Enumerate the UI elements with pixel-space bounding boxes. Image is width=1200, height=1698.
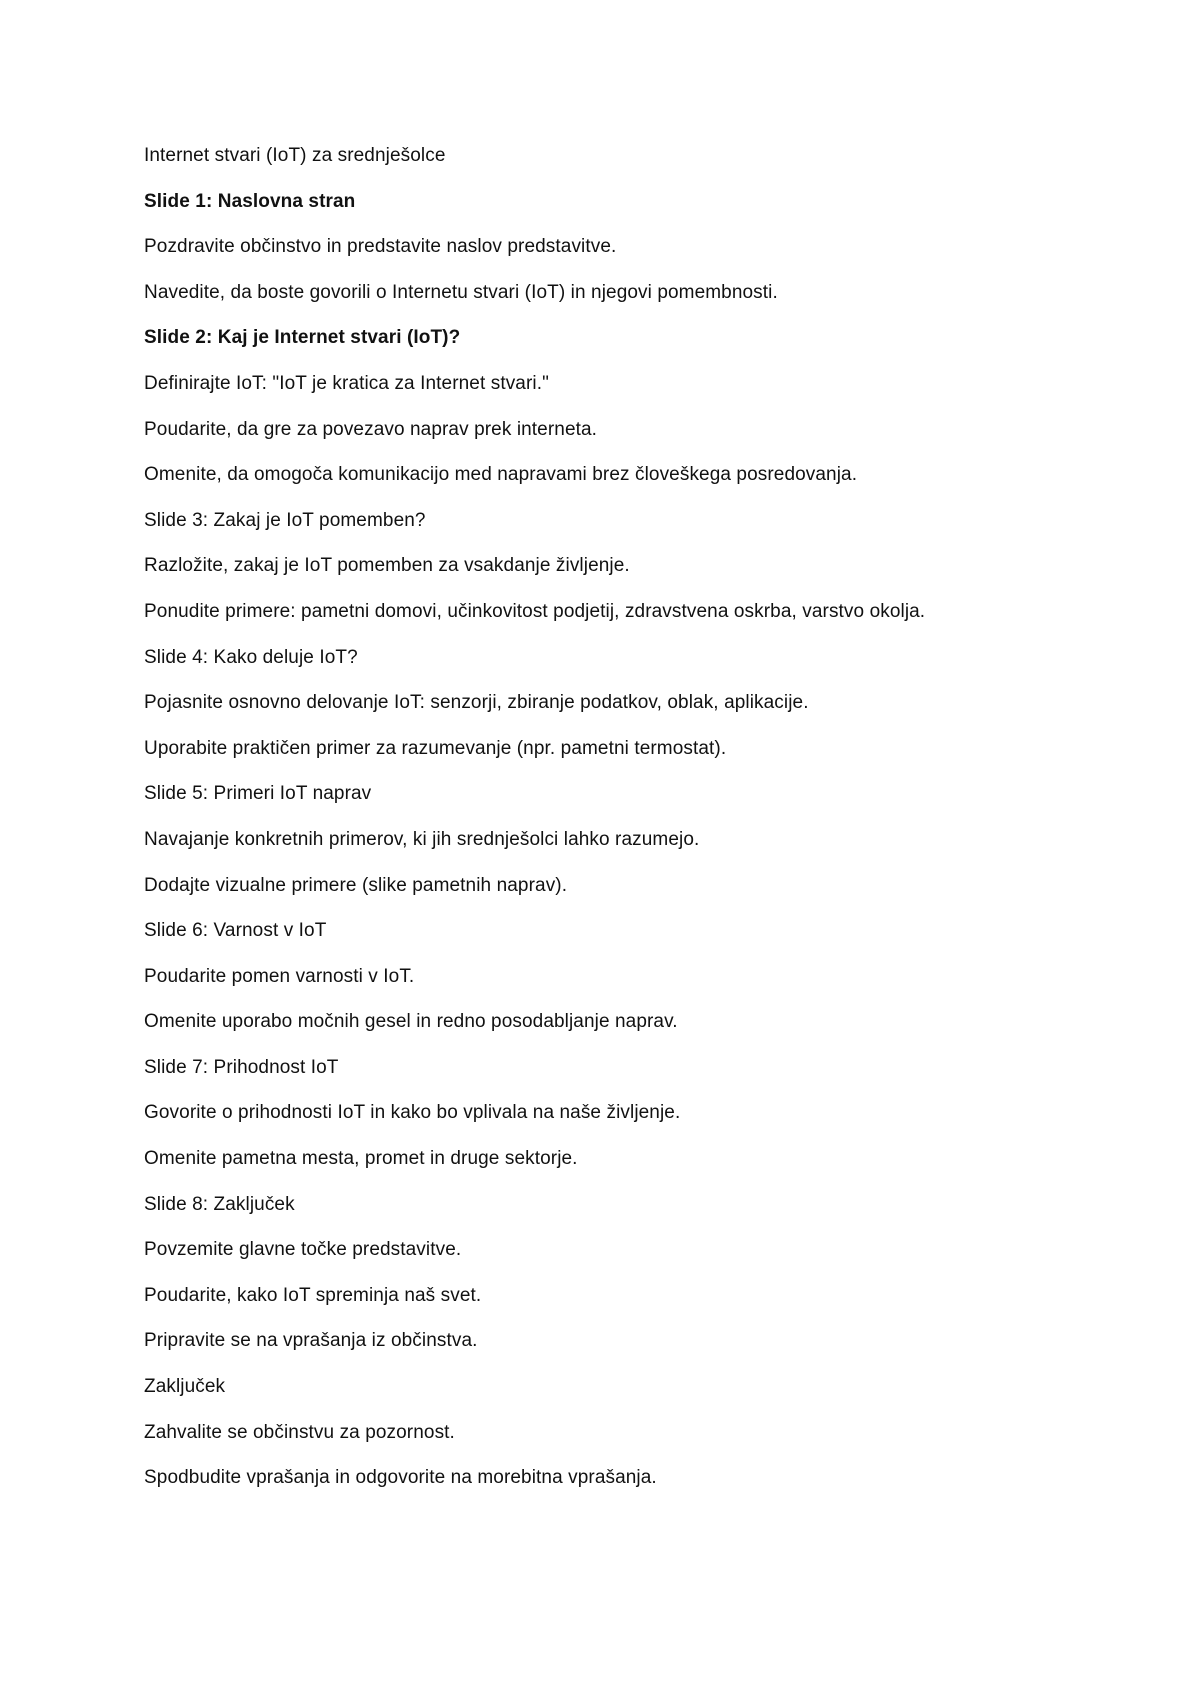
paragraph: Zahvalite se občinstvu za pozornost. bbox=[144, 1421, 455, 1443]
paragraph: Pojasnite osnovno delovanje IoT: senzorji, zbiranje podatkov, oblak, aplikacije. bbox=[144, 692, 809, 714]
document-body bbox=[144, 143, 1084, 1511]
paragraph: Uporabite praktičen primer za razumevanje (npr. pametni termostat). bbox=[144, 737, 727, 759]
paragraph: Navedite, da boste govorili o Internetu stvari (IoT) in njegovi pomembnosti. bbox=[144, 281, 778, 303]
slide-heading: Slide 6: Varnost v IoT bbox=[144, 920, 327, 942]
paragraph: Poudarite pomen varnosti v IoT. bbox=[144, 965, 415, 987]
slide-heading: Slide 7: Prihodnost IoT bbox=[144, 1056, 339, 1078]
paragraph: Povzemite glavne točke predstavitve. bbox=[144, 1239, 462, 1261]
paragraph: Definirajte IoT: "IoT je kratica za Internet stvari." bbox=[144, 372, 549, 394]
slide-heading: Slide 8: Zaključek bbox=[144, 1193, 295, 1215]
paragraph: Razložite, zakaj je IoT pomemben za vsakdanje življenje. bbox=[144, 555, 630, 577]
paragraph: Spodbudite vprašanja in odgovorite na morebitna vprašanja. bbox=[144, 1467, 657, 1489]
slide-heading: Slide 5: Primeri IoT naprav bbox=[144, 783, 372, 805]
slide-heading: Slide 3: Zakaj je IoT pomemben? bbox=[144, 509, 426, 531]
paragraph: Navajanje konkretnih primerov, ki jih srednješolci lahko razumejo. bbox=[144, 828, 700, 850]
slide-heading: Slide 1: Naslovna stran bbox=[144, 190, 356, 212]
paragraph: Dodajte vizualne primere (slike pametnih naprav). bbox=[144, 874, 568, 896]
section-heading: Zaključek bbox=[144, 1376, 226, 1398]
slide-heading: Slide 4: Kako deluje IoT? bbox=[144, 646, 358, 668]
paragraph: Omenite pametna mesta, promet in druge sektorje. bbox=[144, 1148, 578, 1170]
paragraph: Poudarite, kako IoT spreminja naš svet. bbox=[144, 1284, 482, 1306]
paragraph: Poudarite, da gre za povezavo naprav prek interneta. bbox=[144, 418, 598, 440]
paragraph: Ponudite primere: pametni domovi, učinkovitost podjetij, zdravstvena oskrba, varstvo okolja. bbox=[144, 600, 926, 622]
paragraph: Pripravite se na vprašanja iz občinstva. bbox=[144, 1330, 478, 1352]
document-title: Internet stvari (IoT) za srednješolce bbox=[144, 145, 446, 166]
slide-heading: Slide 2: Kaj je Internet stvari (IoT)? bbox=[144, 327, 461, 349]
paragraph: Omenite, da omogoča komunikacijo med napravami brez človeškega posredovanja. bbox=[144, 464, 858, 486]
paragraph: Pozdravite občinstvo in predstavite naslov predstavitve. bbox=[144, 236, 617, 258]
paragraph: Govorite o prihodnosti IoT in kako bo vplivala na naše življenje. bbox=[144, 1102, 681, 1124]
paragraph: Omenite uporabo močnih gesel in redno posodabljanje naprav. bbox=[144, 1011, 678, 1033]
